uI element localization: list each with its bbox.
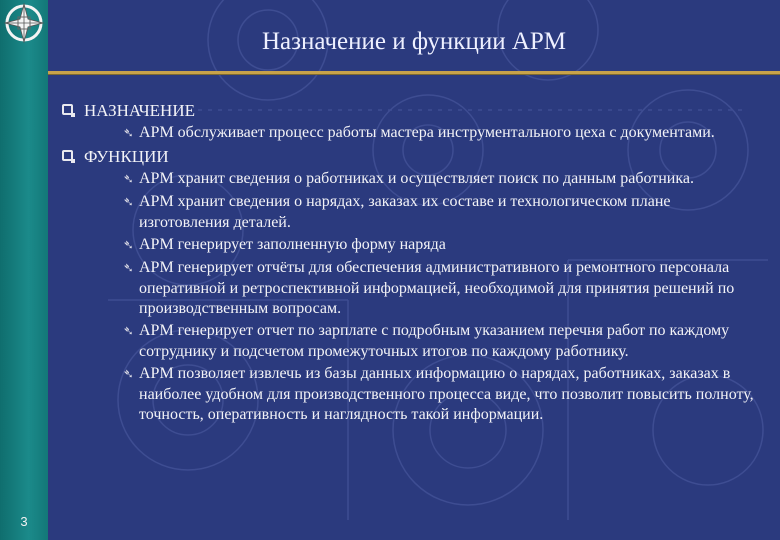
arrow-bullet-icon: ➴ bbox=[123, 261, 134, 276]
checkbox-bullet-icon bbox=[62, 150, 73, 161]
section-heading-label: НАЗНАЧЕНИЕ bbox=[84, 101, 195, 120]
list-item-text: АРМ хранит сведения о работниках и осуществляет поиск по данным работника. bbox=[139, 170, 694, 187]
arrow-bullet-icon: ➴ bbox=[123, 367, 134, 382]
list-item bbox=[62, 192, 754, 233]
arrow-bullet-icon: ➴ bbox=[123, 126, 134, 141]
list-item-text: АРМ позволяет извлечь из базы данных информацию о нарядах, работниках, заказах в наиболее удобном для производственного процесса виде, что позволит повысить полноту, точность, оперативность и наглядность такой информации. bbox=[139, 365, 754, 423]
arrow-bullet-icon: ➴ bbox=[123, 195, 134, 210]
list-item bbox=[62, 258, 754, 319]
list-item bbox=[62, 235, 754, 256]
arrow-bullet-icon: ➴ bbox=[123, 238, 134, 253]
page-number: 3 bbox=[20, 514, 28, 529]
section-heading-label: ФУНКЦИИ bbox=[84, 147, 169, 166]
list-item bbox=[62, 169, 754, 190]
slide-content bbox=[62, 100, 762, 427]
section-heading-functions bbox=[62, 146, 762, 167]
arrow-bullet-icon: ➴ bbox=[123, 172, 134, 187]
compass-star-logo-icon bbox=[2, 2, 46, 44]
list-item bbox=[62, 321, 754, 362]
list-item bbox=[62, 364, 754, 425]
list-item bbox=[62, 123, 754, 144]
section-heading-purpose bbox=[62, 100, 762, 121]
checkbox-bullet-icon bbox=[62, 104, 73, 115]
sidebar bbox=[0, 0, 48, 540]
list-item-text: АРМ обслуживает процесс работы мастера инструментального цеха с документами. bbox=[139, 124, 715, 141]
list-item-text: АРМ генерирует отчёты для обеспечения административного и ремонтного персонала оперативной и ретроспективной информацией, необходимой для принятия решений по производственным вопросам. bbox=[139, 259, 735, 317]
title-divider bbox=[48, 71, 780, 75]
arrow-bullet-icon: ➴ bbox=[123, 324, 134, 339]
slide-title: Назначение и функции АРМ bbox=[261, 28, 567, 55]
list-item-text: АРМ генерирует заполненную форму наряда bbox=[139, 236, 446, 253]
list-item-text: АРМ хранит сведения о нарядах, заказах их составе и технологическом плане изготовления деталей. bbox=[139, 193, 671, 231]
list-item-text: АРМ генерирует отчет по зарплате с подробным указанием перечня работ по каждому сотруднику и подсчетом промежуточных итогов по каждому работнику. bbox=[139, 322, 730, 360]
